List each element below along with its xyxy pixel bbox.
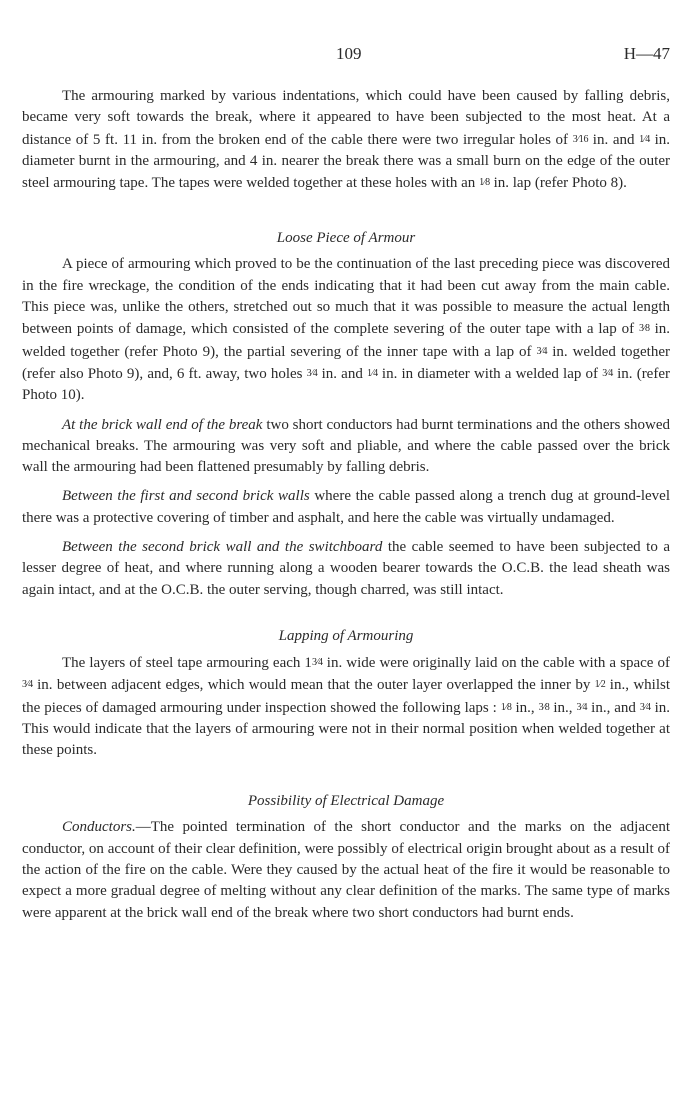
fraction: 3⁄4	[639, 701, 651, 713]
fraction: 3⁄16	[572, 133, 589, 145]
fraction: 3⁄4	[576, 701, 588, 713]
fraction: 3⁄4	[602, 367, 613, 379]
paragraph-between-brick-walls: Between the first and second brick walls where the cable passed along a trench dug at ground-level there was a protective covering of timber and asphalt, and here the cable was virtually undamaged.	[22, 488, 670, 526]
fraction: 3⁄8	[538, 701, 550, 713]
section-heading-loose-piece-of-armour: Loose Piece of Armour	[276, 230, 416, 247]
italic-lead: At the brick wall end of the break	[62, 416, 263, 433]
fraction: 3⁄4	[306, 367, 318, 379]
section-heading-electrical-damage: Possibility of Electrical Damage	[247, 793, 445, 810]
paragraph-brick-wall-end: At the brick wall end of the break two short conductors had burnt terminations and the others showed mechanical breaks. The armouring was very soft and pliable, and where the cable passed over the brick wall the armouring had been flattened presumably by falling debris.	[22, 416, 670, 476]
page-header	[0, 44, 700, 68]
paragraph-lapping: The layers of steel tape armouring each 13⁄4 in. wide were originally laid on the cable with a space of 3⁄4 in. between adjacent edges, which would mean that the outer layer overlapped the inner by 1⁄2 in., whilst the pieces of damaged armouring under inspection showed the following laps : 1⁄8 in., 3⁄8 in., 3⁄4 in., and 3⁄4 in. This would indicate that the layers of armouring were not in their normal position when welded together at these points.	[22, 654, 671, 759]
paragraph-loose-piece: A piece of armouring which proved to be the continuation of the last preceding piece was discovered in the fire wreckage, the condition of the ends indicating that it had been cut away from the main cable. This piece was, unlike the others, stretched out so much that it was possible to measure the actual length between points of damage, which consisted of the complete severing of the outer tape with a lap of 3⁄8 in. welded together (refer Photo 9), the partial severing of the inner tape with a lap of 3⁄4 in. welded together (refer also Photo 9), and, 6 ft. away, two holes 3⁄4 in. and 1⁄4 in. in diameter with a welded lap of 3⁄4 in. (refer Photo 10).	[22, 256, 671, 404]
fraction: 3⁄4	[311, 656, 323, 668]
section-heading-lapping-of-armouring: Lapping of Armouring	[278, 627, 414, 644]
fraction: 3⁄4	[536, 345, 548, 357]
fraction: 1⁄2	[594, 679, 606, 691]
fraction: 1⁄8	[479, 177, 490, 189]
body-text	[22, 86, 670, 924]
paragraph-armouring-indentations: The armouring marked by various indentations, which could have been caused by falling debris, became very soft towards the break, where it appeared to have been subjected to the most heat. At a distance of 5 ft. 11 in. from the broken end of the cable there were two irregular holes of 3⁄16 in. and 1⁄4 in. diameter burnt in the armouring, and 4 in. nearer the break there was a small burn on the edge of the outer steel armouring tape. The tapes were welded together at these holes with an 1⁄8 in. lap (refer Photo 8).	[22, 88, 671, 192]
fraction: 3⁄8	[638, 323, 650, 335]
italic-lead: Between the second brick wall and the switchboard	[62, 539, 383, 556]
italic-lead: Conductors.	[62, 819, 136, 836]
paragraph-conductors: Conductors.—The pointed termination of the short conductor and the marks on the adjacent conductor, on account of their clear definition, were possibly of electrical origin brought about as a result of the action of the fire on the cable. Were they caused by the actual heat of the fire it would be reasonable to expect a more gradual degree of melting without any clear definition of the marks. The same type of marks were apparent at the brick wall end of the break where two short conductors had burnt ends.	[22, 819, 670, 921]
fraction: 3⁄4	[22, 679, 33, 691]
fraction: 1⁄8	[500, 701, 512, 713]
paragraph-switchboard: Between the second brick wall and the switchboard the cable seemed to have been subjected to a lesser degree of heat, and where running along a wooden bearer towards the O.C.B. the lead sheath was again intact, and at the O.C.B. the outer serving, though charred, was still intact.	[22, 539, 670, 598]
page-number: 109	[336, 44, 362, 63]
page-reference: H—47	[623, 44, 670, 63]
italic-lead: Between the first and second brick walls	[62, 488, 310, 505]
fraction: 1⁄4	[367, 367, 378, 379]
fraction: 1⁄4	[639, 133, 650, 145]
